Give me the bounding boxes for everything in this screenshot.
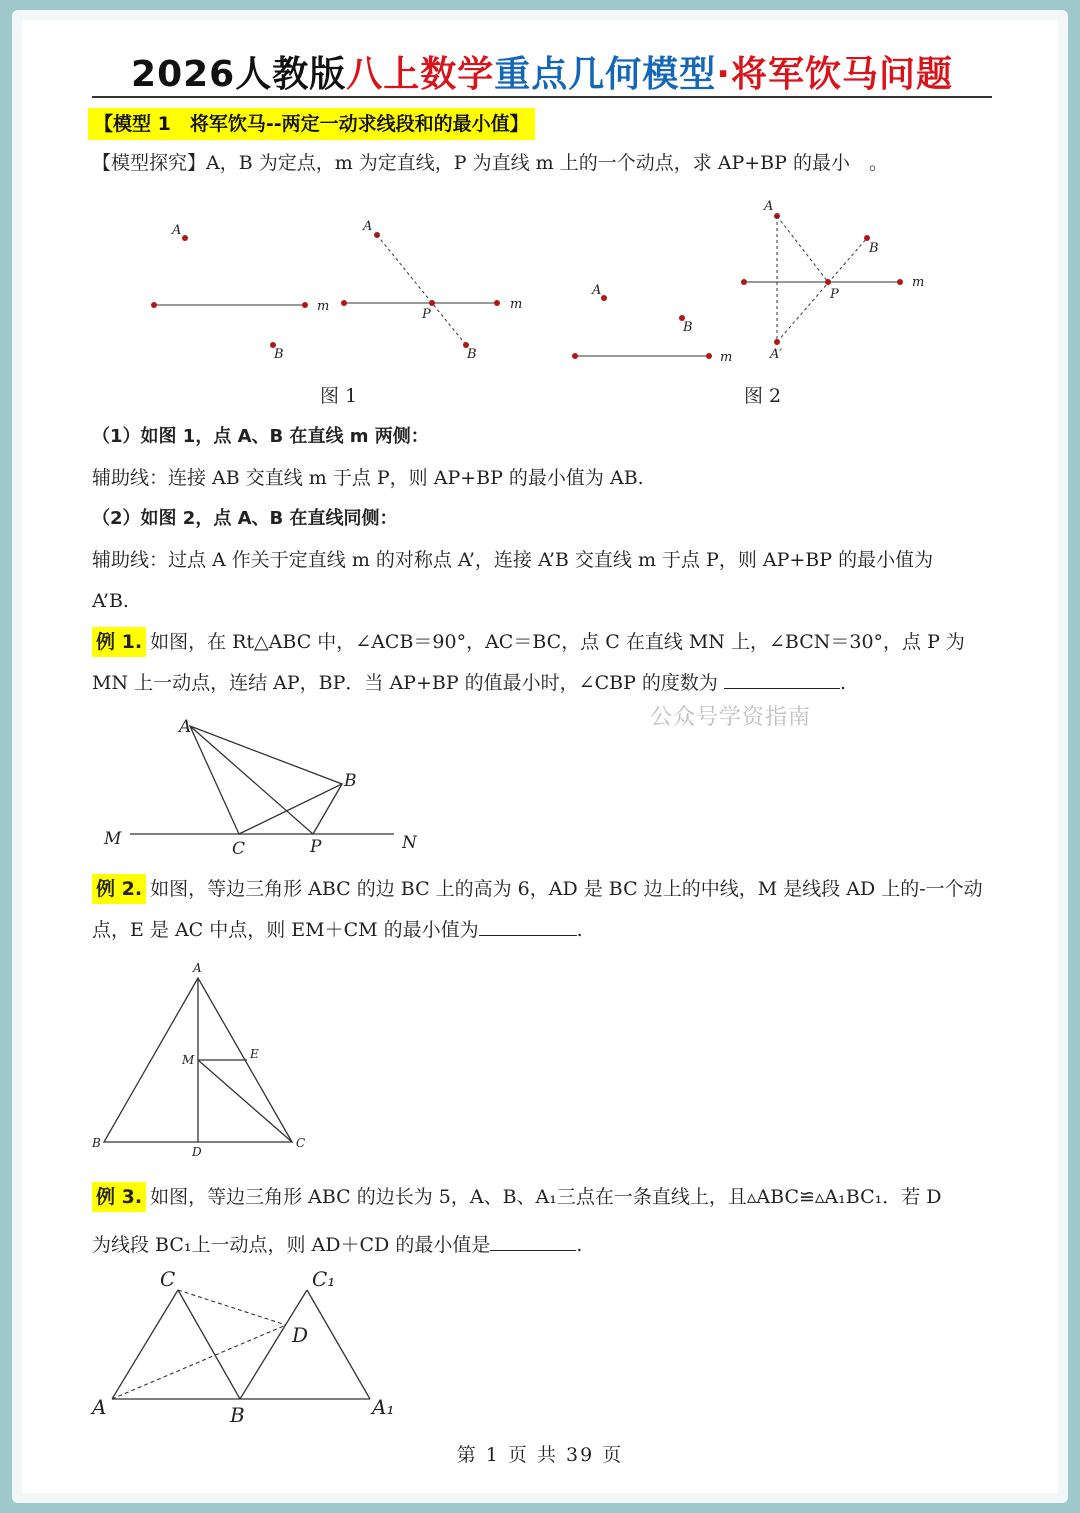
title-part-4: ·将军饮马问题 [716,54,953,95]
ex3-label-c1: C₁ [312,1267,336,1291]
example-1-line-1 [92,627,1012,657]
ex1-label-p: P [310,837,322,857]
title-part-2: 八上数学 [346,54,495,95]
fig2r-label-p: P [830,287,839,302]
example-1-text-1: 如图，在 Rt△ABC 中，∠ACB＝90°，AC＝BC，点 C 在直线 MN 上，∠BCN＝30°，点 P 为 [150,631,965,653]
fig2-label-m: m [720,350,733,365]
model-heading: 【模型 1 将军饮马--两定一动求线段和的最小值】 [88,108,535,140]
fig2r-label-b: B [869,241,879,256]
case-1-aux: 辅助线：连接 AB 交直线 m 于点 P，则 AP+BP 的最小值为 AB. [92,467,644,489]
figure-1 [22,20,1058,1493]
example-1-line-2 [92,668,1012,698]
example-3-line-2 [92,1230,1012,1260]
ex3-label-b: B [230,1403,245,1427]
fig2r-point-p [825,279,831,285]
ex1-label-n: N [402,833,417,853]
example-3-line-1 [92,1182,1012,1212]
ex3-label-a1: A₁ [372,1395,395,1419]
figure-2-caption: 图 2 [744,385,782,407]
ex3-segment-ad [112,1325,286,1399]
fig1-line-end-right [302,302,308,308]
ex1-label-c: C [232,839,246,859]
example1-figure [103,717,418,859]
page-frame [12,10,1068,1503]
ex3-label-a: A [92,1395,107,1419]
ex2-label-c: C [296,1136,306,1150]
example-2-answer-blank[interactable] [479,915,577,936]
ex3-segment-cb [178,1290,240,1399]
fig1r-line-end-right [494,300,500,306]
fig2r-segment-ap [777,216,828,282]
example-3-label: 例 3. [92,1182,146,1212]
page-footer: 第 1 页 共 39 页 [456,1444,624,1466]
fig1r-label-b: B [467,347,477,362]
example-3-text-1: 如图，等边三角形 ABC 的边长为 5，A、B、A₁三点在一条直线上，且▵ABC≌▵A₁BC₁．若 D [150,1186,942,1208]
ex2-label-d: D [192,1145,202,1159]
fig1r-label-a: A [363,219,373,234]
example-3-text-2: 为线段 BC₁上一动点，则 AD＋CD 的最小值是 [92,1234,491,1256]
ex2-label-e: E [250,1047,259,1061]
fig2r-label-m: m [912,275,925,290]
figure-1-caption: 图 1 [320,385,358,407]
fig1r-label-p: P [422,307,431,322]
example-1-text-2: MN 上一动点，连结 AP，BP．当 AP+BP 的值最小时，∠CBP 的度数为 [92,672,718,694]
case-2-heading: （2）如图 2，点 A、B 在直线同侧： [92,508,398,529]
ex3-segment-c1a1 [307,1290,370,1399]
example-2-line-2 [92,915,1012,945]
fig2-line-end-left [572,353,578,359]
fig2-label-a: A [592,283,602,298]
model-intro: 【模型探究】A，B 为定点，m 为定直线，P 为直线 m 上的一个动点，求 AP+BP 的最小 。 [92,152,888,174]
fig2r-point-a-prime [774,339,780,345]
fig1-left [151,223,329,362]
ex1-segment-ap [190,726,313,834]
title-part-3: 重点几何模型 [494,54,717,95]
fig2-label-b: B [683,320,693,335]
ex3-label-c: C [160,1267,176,1291]
ex1-triangle-abc [190,726,342,834]
title-part-1: 2026人教版 [131,54,347,95]
ex1-label-a: A [179,717,192,737]
fig1-label-a: A [172,223,182,238]
example-1-end: . [839,672,847,694]
watermark: 公众号学资指南 [650,705,812,730]
ex3-segment-ac [112,1290,178,1399]
case-2-aux-tail: A’B. [92,590,129,612]
ex1-label-b: B [344,771,357,791]
fig2-line-end-right [706,353,712,359]
ex1-label-m: M [104,829,122,849]
example-3-end: . [576,1234,583,1256]
fig2-point-a [601,295,607,301]
fig1r-line-end-left [341,300,347,306]
ex3-label-d: D [292,1323,309,1347]
example-2-end: . [576,919,583,941]
ex2-label-a: A [193,961,202,975]
document-sheet [22,20,1058,1493]
example-1-answer-blank[interactable] [724,668,840,689]
fig2r-label-a: A [764,199,774,214]
fig2r-line-end-left [741,279,747,285]
ex2-label-m: M [182,1053,195,1067]
fig1-label-m: m [317,299,330,314]
fig1r-point-p [429,300,435,306]
ex2-label-b: B [92,1136,101,1150]
case-2-aux: 辅助线：过点 A 作关于定直线 m 的对称点 A’，连接 A’B 交直线 m 于点 P，则 AP+BP 的最小值为 [92,549,934,571]
fig1-line-end-left [151,302,157,308]
fig1r-segment-ab [377,235,466,345]
example-3-answer-blank[interactable] [490,1230,576,1251]
example2-figure [91,961,305,1159]
case-1-heading: （1）如图 1，点 A、B 在直线 m 两侧： [92,426,429,447]
example-2-text-2: 点，E 是 AC 中点，则 EM＋CM 的最小值为 [92,919,479,941]
example-1-label: 例 1. [92,627,146,657]
fig2-left [572,283,732,365]
example-2-line-1 [92,874,1012,904]
example-2-text-1: 如图，等边三角形 ABC 的边 BC 上的高为 6，AD 是 BC 边上的中线，M 是线段 AD 上的-一个动 [150,878,983,900]
example3-figure [90,1267,394,1427]
fig2-right [741,199,924,362]
fig2r-segment-ab [777,238,867,342]
fig1-right [341,219,522,362]
fig2r-line-end-right [897,279,903,285]
fig1-label-b: B [274,347,284,362]
fig2r-label-a-prime: A′ [770,347,783,362]
fig1r-label-m: m [510,297,523,312]
fig1-point-a [182,235,188,241]
example-2-label: 例 2. [92,874,146,904]
ex2-segment-mc [198,1060,292,1142]
